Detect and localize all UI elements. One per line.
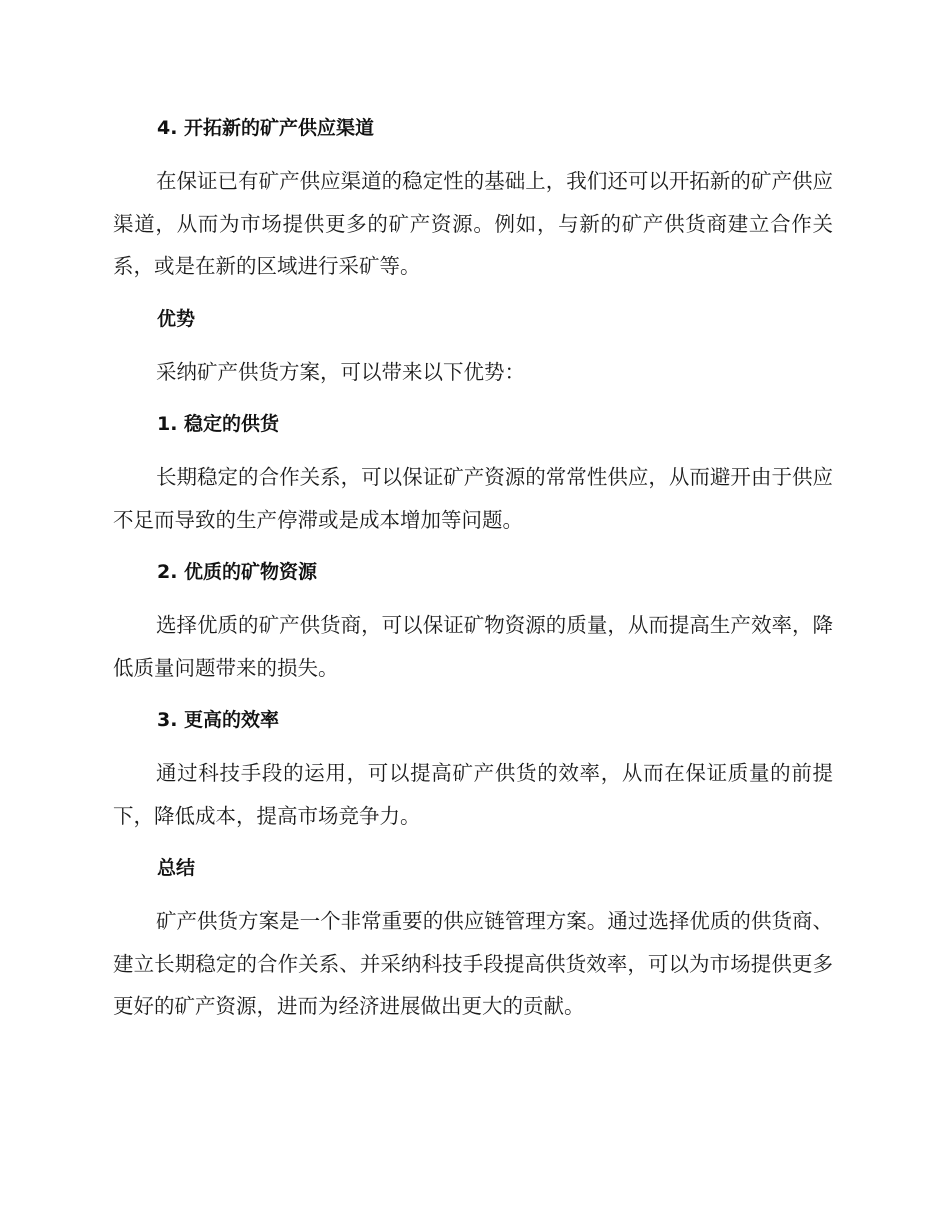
section-heading-summary: 总结	[157, 857, 196, 879]
section-heading-efficiency: 3. 更高的效率	[157, 709, 280, 731]
paragraph-summary: 矿产供货方案是一个非常重要的供应链管理方案。通过选择优质的供货商、建立长期稳定的合作关系、并采纳科技手段提高供货效率，可以为市场提供更多更好的矿产资源，进而为经济进展做出更大的贡献。	[113, 909, 833, 1018]
section-heading-expand-channels: 4. 开拓新的矿产供应渠道	[157, 117, 375, 139]
paragraph-advantages-intro: 采纳矿产供货方案，可以带来以下优势：	[156, 359, 525, 384]
paragraph-efficiency: 通过科技手段的运用，可以提高矿产供货的效率，从而在保证质量的前提下，降低成本，提高市场竞争力。	[113, 761, 833, 828]
section-heading-advantages: 优势	[157, 307, 196, 330]
paragraph-quality-resources: 选择优质的矿产供货商，可以保证矿物资源的质量，从而提高生产效率，降低质量问题带来的损失。	[113, 613, 833, 680]
section-heading-quality-resources: 2. 优质的矿物资源	[157, 561, 318, 583]
document-page	[113, 108, 833, 1039]
paragraph-expand-channels: 在保证已有矿产供应渠道的稳定性的基础上，我们还可以开拓新的矿产供应渠道，从而为市场提供更多的矿产资源。例如，与新的矿产供货商建立合作关系，或是在新的区域进行采矿等。	[113, 169, 833, 278]
section-heading-stable-supply: 1. 稳定的供货	[157, 413, 280, 435]
paragraph-stable-supply: 长期稳定的合作关系，可以保证矿产资源的常常性供应，从而避开由于供应不足而导致的生产停滞或是成本增加等问题。	[113, 465, 833, 532]
